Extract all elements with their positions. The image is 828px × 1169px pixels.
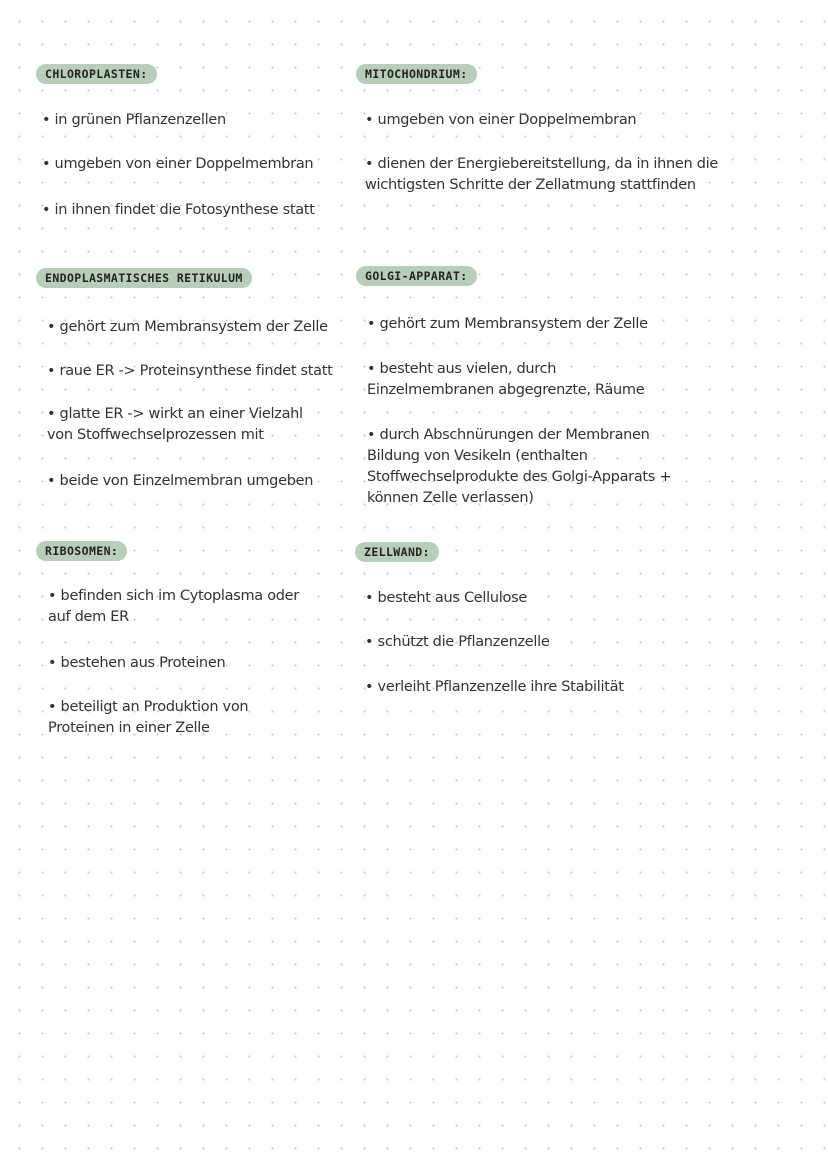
- ribosomen-bullet-2: • bestehen aus Proteinen: [48, 655, 226, 671]
- heading-endoplasmatisches-retikulum: ENDOPLASMATISCHES RETIKULUM: [36, 268, 252, 288]
- er-bullet-2: • raue ER -> Proteinsynthese findet statt: [47, 363, 333, 379]
- section-ribosomen: [36, 541, 336, 751]
- zellwand-bullet-2: • schützt die Pflanzenzelle: [365, 634, 550, 650]
- heading-mitochondrium: MITOCHONDRIUM:: [356, 64, 477, 84]
- heading-zellwand: ZELLWAND:: [355, 542, 439, 562]
- section-endoplasmatisches-retikulum: [36, 268, 336, 508]
- section-mitochondrium: [356, 64, 756, 204]
- chloroplasten-bullet-3: • in ihnen findet die Fotosynthese statt: [42, 202, 315, 218]
- heading-chloroplasten: CHLOROPLASTEN:: [36, 64, 157, 84]
- golgi-bullet-3: • durch Abschnürungen der Membranen Bildung von Vesikeln (enthalten Stoffwechselprodukte des Golgi-Apparats + können Zelle verlassen): [367, 427, 672, 506]
- mitochondrium-bullet-2: • dienen der Energiebereitstellung, da in ihnen die wichtigsten Schritte der Zellatmung stattfinden: [365, 156, 718, 193]
- heading-golgi-apparat: GOLGI-APPARAT:: [356, 266, 477, 286]
- zellwand-bullet-3: • verleiht Pflanzenzelle ihre Stabilität: [365, 679, 624, 695]
- section-chloroplasten: [36, 64, 326, 234]
- chloroplasten-bullet-2: • umgeben von einer Doppelmembran: [42, 156, 314, 172]
- section-golgi-apparat: [356, 266, 696, 506]
- golgi-bullet-1: • gehört zum Membransystem der Zelle: [367, 316, 648, 332]
- er-bullet-4: • beide von Einzelmembran umgeben: [47, 473, 314, 489]
- chloroplasten-bullet-1: • in grünen Pflanzenzellen: [42, 112, 226, 128]
- er-bullet-1: • gehört zum Membransystem der Zelle: [47, 319, 328, 335]
- heading-ribosomen: RIBOSOMEN:: [36, 541, 127, 561]
- section-zellwand: [355, 542, 695, 712]
- mitochondrium-bullet-1: • umgeben von einer Doppelmembran: [365, 112, 637, 128]
- zellwand-bullet-1: • besteht aus Cellulose: [365, 590, 527, 606]
- ribosomen-bullet-1: • befinden sich im Cytoplasma oder auf dem ER: [48, 588, 299, 625]
- er-bullet-3: • glatte ER -> wirkt an einer Vielzahl von Stoffwechselprozessen mit: [47, 406, 303, 443]
- golgi-bullet-2: • besteht aus vielen, durch Einzelmembranen abgegrenzte, Räume: [367, 361, 645, 398]
- ribosomen-bullet-3: • beteiligt an Produktion von Proteinen in einer Zelle: [48, 699, 249, 736]
